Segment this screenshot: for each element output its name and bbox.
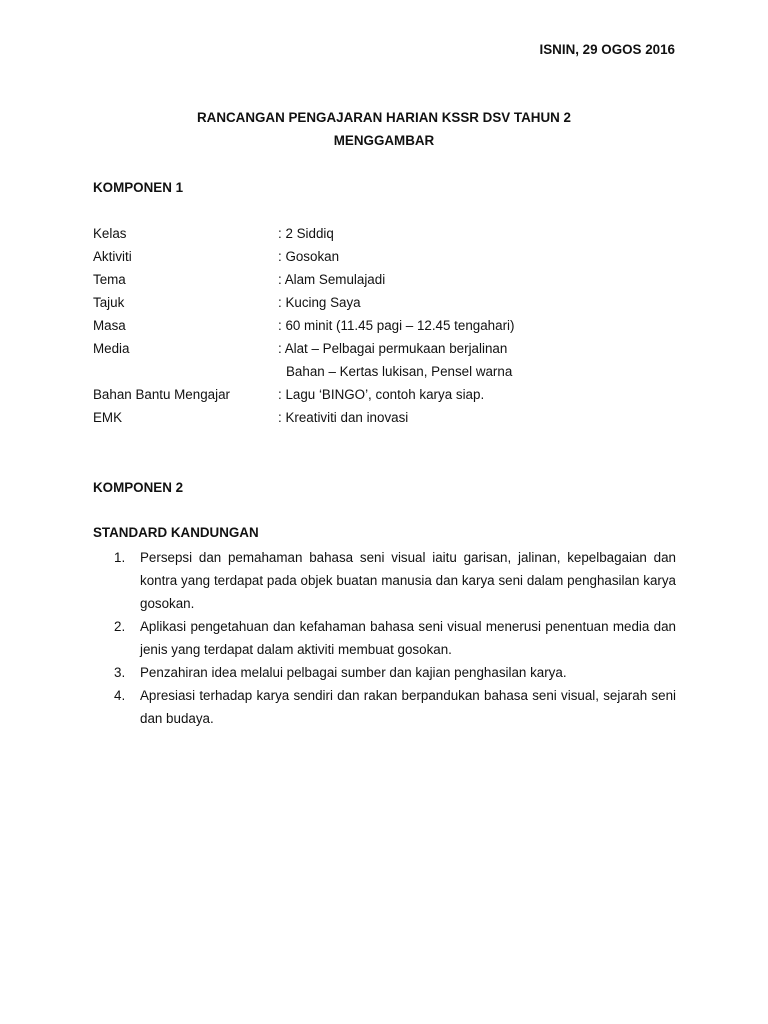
info-label: Tema xyxy=(93,272,126,287)
list-item xyxy=(114,661,676,684)
info-label: Aktiviti xyxy=(93,249,132,264)
komponen-2-heading: KOMPONEN 2 xyxy=(93,480,184,495)
info-value: : 60 minit (11.45 pagi – 12.45 tengahari) xyxy=(278,318,515,333)
info-label: Kelas xyxy=(93,226,127,241)
document-subtitle: MENGGAMBAR xyxy=(333,133,435,148)
info-row-tema xyxy=(93,272,693,295)
info-row-tajuk xyxy=(93,295,693,318)
list-number: 1. xyxy=(114,550,126,565)
date-header: ISNIN, 29 OGOS 2016 xyxy=(539,42,675,57)
info-row-media xyxy=(93,341,693,364)
list-item xyxy=(114,684,676,730)
info-value-continued xyxy=(278,364,693,379)
info-value: : Lagu ‘BINGO’, contoh karya siap. xyxy=(278,387,485,402)
info-row-media-continued xyxy=(93,364,693,387)
info-label: Masa xyxy=(93,318,126,333)
info-row-aktiviti xyxy=(93,249,693,272)
list-text: Penzahiran idea melalui pelbagai sumber dan kajian penghasilan karya. xyxy=(140,665,567,680)
info-row-masa xyxy=(93,318,693,341)
komponen-1-info-table xyxy=(93,226,693,433)
komponen-1-heading: KOMPONEN 1 xyxy=(93,180,184,195)
info-value: : Kucing Saya xyxy=(278,295,361,310)
list-text: Aplikasi pengetahuan dan kefahaman bahasa seni visual menerusi penentuan media dan jenis yang terdapat dalam aktiviti membuat gosokan. xyxy=(140,619,676,657)
info-value: : Gosokan xyxy=(278,249,340,264)
info-value: : Alat – Pelbagai permukaan berjalinan xyxy=(278,341,508,356)
info-value: : Kreativiti dan inovasi xyxy=(278,410,409,425)
info-label: EMK xyxy=(93,410,123,425)
info-value: : Alam Semulajadi xyxy=(278,272,386,287)
media-bahan-line: Bahan – Kertas lukisan, Pensel warna xyxy=(286,364,513,379)
info-value: : 2 Siddiq xyxy=(278,226,334,241)
list-text: Persepsi dan pemahaman bahasa seni visual iaitu garisan, jalinan, kepelbagaian dan kontra yang terdapat pada objek buatan manusia dan karya seni dalam penghasilan karya gosokan. xyxy=(140,550,676,611)
info-row-bbm xyxy=(93,387,693,410)
standard-kandungan-heading: STANDARD KANDUNGAN xyxy=(93,525,259,540)
standard-kandungan-list xyxy=(114,546,676,730)
list-item xyxy=(114,615,676,661)
list-item xyxy=(114,546,676,615)
info-row-kelas xyxy=(93,226,693,249)
info-label: Tajuk xyxy=(93,295,125,310)
list-number: 3. xyxy=(114,665,126,680)
list-text: Apresiasi terhadap karya sendiri dan rakan berpandukan bahasa seni visual, sejarah seni dan budaya. xyxy=(140,688,676,726)
info-label: Bahan Bantu Mengajar xyxy=(93,387,230,402)
info-label: Media xyxy=(93,341,130,356)
info-row-emk xyxy=(93,410,693,433)
document-title: RANCANGAN PENGAJARAN HARIAN KSSR DSV TAHUN 2 xyxy=(197,110,571,125)
list-number: 4. xyxy=(114,688,126,703)
list-number: 2. xyxy=(114,619,126,634)
